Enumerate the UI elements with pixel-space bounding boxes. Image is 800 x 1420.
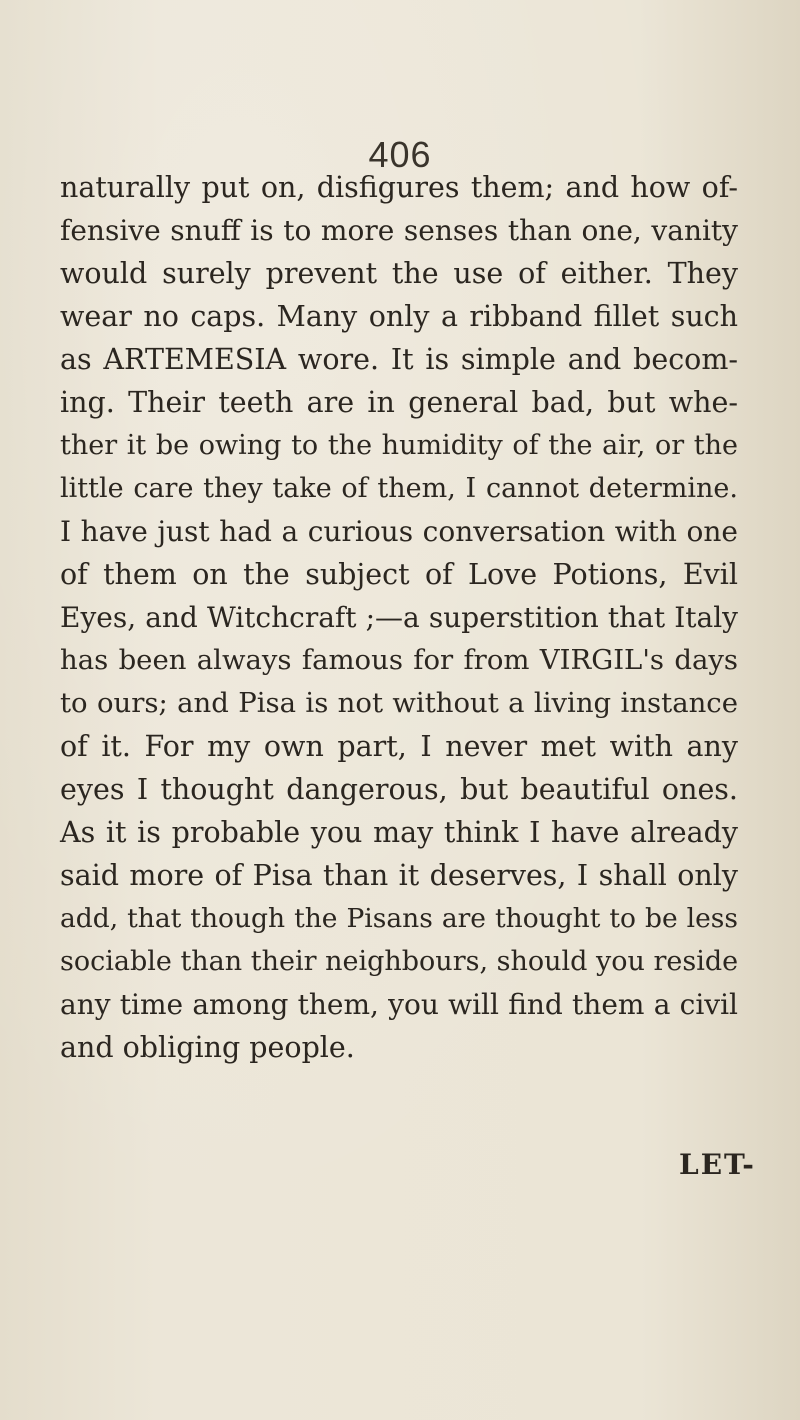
text-line: ther it be owing to the humidity of the air, or the [60, 430, 738, 461]
text-line: of it. For my own part, I never met with any [60, 730, 738, 763]
text-line: any time among them, you will find them a civil [60, 988, 738, 1021]
text-line: and obliging people. [60, 1031, 355, 1064]
page-number: 406 [368, 134, 432, 175]
text-line: fensive snuff is to more senses than one, vanity [60, 214, 738, 247]
text-line: has been always famous for from VIRGIL's days [60, 644, 738, 676]
text-line: said more of Pisa than it deserves, I shall only [60, 859, 738, 892]
text-line: add, that though the Pisans are thought to be less [60, 903, 738, 934]
text-line: as ARTEMESIA wore. It is simple and becom- [60, 343, 738, 376]
text-line: I have just had a curious conversation with one [60, 515, 738, 548]
text-line: As it is probable you may think I have already [60, 816, 738, 849]
text-line: sociable than their neighbours, should you reside [60, 946, 739, 977]
text-line: naturally put on, disfigures them; and how of- [60, 171, 738, 204]
text-line: wear no caps. Many only a ribband fillet such [60, 300, 738, 333]
text-line: would surely prevent the use of either. They [60, 257, 738, 290]
body-text [60, 166, 738, 1069]
text-line: eyes I thought dangerous, but beautiful ones. [60, 773, 738, 806]
text-line: ing. Their teeth are in general bad, but whe- [60, 386, 738, 419]
text-line: little care they take of them, I cannot determine. [60, 473, 738, 504]
text-line: Eyes, and Witchcraft ;—a superstition that Italy [60, 601, 738, 634]
text-line: of them on the subject of Love Potions, Evil [60, 558, 738, 591]
catchword: LET- [679, 1148, 756, 1181]
text-line: to ours; and Pisa is not without a living instance [60, 687, 738, 719]
